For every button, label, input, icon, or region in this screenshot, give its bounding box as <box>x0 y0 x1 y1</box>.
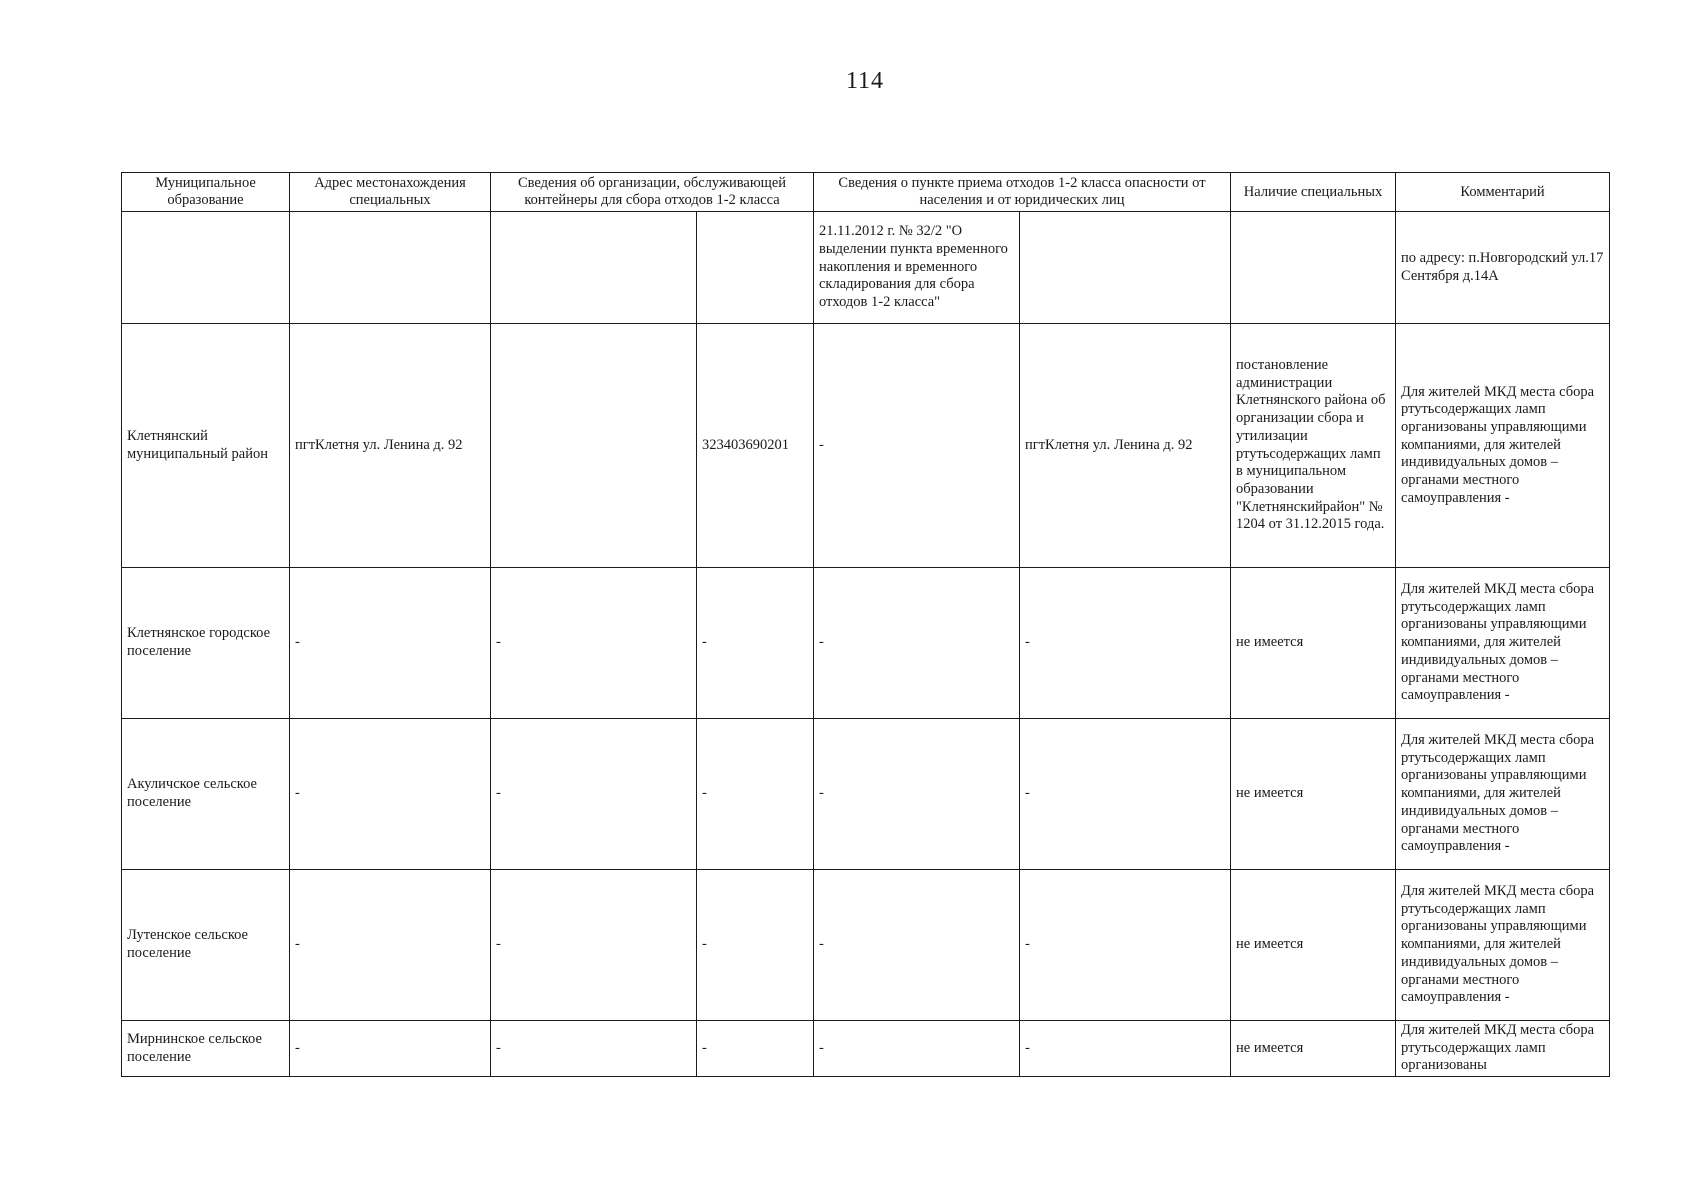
cell-municipal: Мирнинское сельское поселение <box>122 1021 290 1077</box>
cell-point-name: - <box>814 870 1020 1021</box>
cell-empty <box>122 212 290 324</box>
table-header-row <box>122 173 1610 212</box>
cell-availability: не имеется <box>1231 719 1396 870</box>
cell-municipal: Лутенское сельское поселение <box>122 870 290 1021</box>
table-row <box>122 324 1610 568</box>
cell-point-address: пгтКлетня ул. Ленина д. 92 <box>1020 324 1231 568</box>
cell-comment: по адресу: п.Новгородский ул.17 Сентября д.14А <box>1396 212 1610 324</box>
table-row <box>122 870 1610 1021</box>
cell-empty <box>1020 212 1231 324</box>
cell-availability: не имеется <box>1231 1021 1396 1077</box>
header-point-info: Сведения о пункте приема отходов 1-2 класса опасности от населения и от юридических лиц <box>814 173 1231 212</box>
cell-comment: Для жителей МКД места сбора ртутьсодержащих ламп организованы <box>1396 1021 1610 1077</box>
cell-empty <box>290 212 491 324</box>
cell-address: - <box>290 870 491 1021</box>
cell-address: - <box>290 719 491 870</box>
cell-point-name: - <box>814 324 1020 568</box>
cell-empty <box>697 212 814 324</box>
header-org-info: Сведения об организации, обслуживающей контейнеры для сбора отходов 1-2 класса <box>491 173 814 212</box>
page-number: 114 <box>845 68 885 94</box>
cell-point-address: - <box>1020 1021 1231 1077</box>
cell-municipal: Клетнянское городское поселение <box>122 568 290 719</box>
cell-org-name: - <box>491 719 697 870</box>
cell-org-code: - <box>697 870 814 1021</box>
cell-availability: не имеется <box>1231 568 1396 719</box>
cell-point-address: - <box>1020 568 1231 719</box>
cell-org-code: - <box>697 1021 814 1077</box>
cell-org-name: - <box>491 1021 697 1077</box>
table-row-continuation <box>122 212 1610 324</box>
cell-point-address: - <box>1020 870 1231 1021</box>
cell-org-code: - <box>697 719 814 870</box>
cell-municipal: Акуличское сельское поселение <box>122 719 290 870</box>
cell-org-name: - <box>491 870 697 1021</box>
cell-point-name: - <box>814 1021 1020 1077</box>
waste-collection-table <box>121 172 1610 1077</box>
header-comment: Комментарий <box>1396 173 1610 212</box>
cell-municipal: Клетнянский муниципальный район <box>122 324 290 568</box>
cell-address: - <box>290 1021 491 1077</box>
header-address: Адрес местонахождения специальных <box>290 173 491 212</box>
cell-address: - <box>290 568 491 719</box>
table-row <box>122 568 1610 719</box>
header-availability: Наличие специальных <box>1231 173 1396 212</box>
cell-comment: Для жителей МКД места сбора ртутьсодержащих ламп организованы управляющими компаниями, для жителей индивидуальных домов – органами местного самоуправления - <box>1396 719 1610 870</box>
cell-org-code: 323403690201 <box>697 324 814 568</box>
cell-empty <box>1231 212 1396 324</box>
cell-point-address: - <box>1020 719 1231 870</box>
header-municipal: Муниципальное образование <box>122 173 290 212</box>
cell-point-name: - <box>814 719 1020 870</box>
cell-org-name <box>491 324 697 568</box>
cell-org-code: - <box>697 568 814 719</box>
cell-comment: Для жителей МКД места сбора ртутьсодержащих ламп организованы управляющими компаниями, для жителей индивидуальных домов – органами местного самоуправления - <box>1396 870 1610 1021</box>
cell-org-name: - <box>491 568 697 719</box>
cell-empty <box>491 212 697 324</box>
table-row <box>122 719 1610 870</box>
cell-comment: Для жителей МКД места сбора ртутьсодержащих ламп организованы управляющими компаниями, для жителей индивидуальных домов – органами местного самоуправления - <box>1396 324 1610 568</box>
cell-comment: Для жителей МКД места сбора ртутьсодержащих ламп организованы управляющими компаниями, для жителей индивидуальных домов – органами местного самоуправления - <box>1396 568 1610 719</box>
table-row <box>122 1021 1610 1077</box>
cell-address: пгтКлетня ул. Ленина д. 92 <box>290 324 491 568</box>
cell-availability: постановление администрации Клетнянского района об организации сбора и утилизации ртутьсодержащих ламп в муниципальном образовании "Клетнянскийрайон" № 1204 от 31.12.2015 года. <box>1231 324 1396 568</box>
cell-point-name: - <box>814 568 1020 719</box>
cell-availability: не имеется <box>1231 870 1396 1021</box>
cell-point-document: 21.11.2012 г. № 32/2 "О выделении пункта временного накопления и временного складирования для сбора отходов 1-2 класса" <box>814 212 1020 324</box>
